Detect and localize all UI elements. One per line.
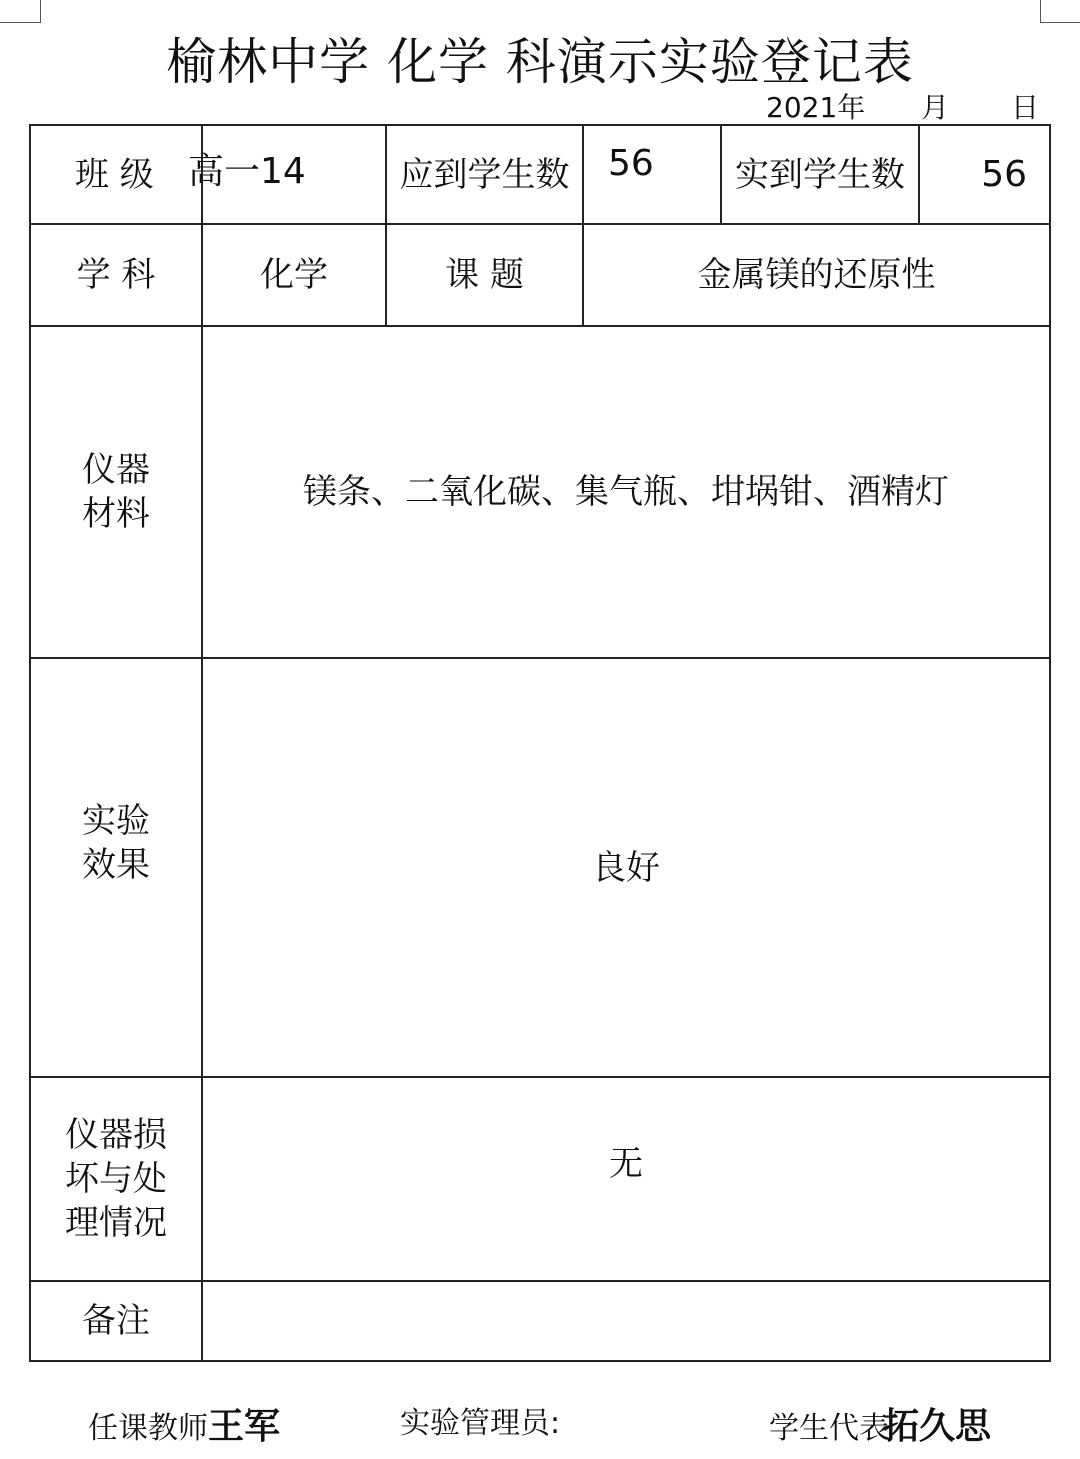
class-value: 高一14 <box>188 151 306 192</box>
actual-value-cell <box>918 124 1051 225</box>
title-subject: 化学 <box>387 33 489 91</box>
expected-value-cell <box>582 124 722 225</box>
materials-label: 仪器 材料 <box>82 450 150 534</box>
crop-corner-mark-left <box>0 0 41 23</box>
effect-label-cell <box>29 657 203 1078</box>
materials-label-cell <box>29 325 203 659</box>
damage-value: 无 <box>609 1144 643 1184</box>
actual-students-label: 实到学生数 <box>735 154 905 195</box>
student-label: 学生代表 <box>769 1411 889 1446</box>
topic-value: 金属镁的还原性 <box>697 255 936 295</box>
subject-value-cell <box>201 223 387 327</box>
materials-value-cell <box>201 325 1051 659</box>
subject-label-cell <box>29 223 203 327</box>
admin-signature-line <box>400 1398 560 1442</box>
date-year: 2021年 <box>766 91 866 124</box>
effect-label: 实验 效果 <box>82 800 150 885</box>
date-month: 月 <box>921 91 950 124</box>
student-signature-line <box>769 1398 991 1449</box>
subject-value: 化学 <box>260 255 328 295</box>
student-name: 拓久思 <box>883 1406 992 1447</box>
topic-label-cell <box>385 223 584 327</box>
damage-value-cell <box>201 1076 1051 1282</box>
title-suffix: 科演示实验登记表 <box>505 33 914 91</box>
materials-value: 镁条、二氧化碳、集气瓶、坩埚钳、酒精灯 <box>303 472 949 512</box>
effect-value: 良好 <box>592 847 660 888</box>
teacher-label: 任课教师 <box>88 1411 208 1446</box>
topic-label: 课 题 <box>445 255 524 295</box>
actual-students-value: 56 <box>981 153 1027 195</box>
remarks-label-cell <box>29 1280 203 1362</box>
remarks-value-cell <box>201 1280 1051 1362</box>
effect-value-cell <box>201 657 1051 1078</box>
class-label: 班 级 <box>75 154 154 195</box>
admin-label: 实验管理员: <box>400 1406 561 1441</box>
teacher-signature-line <box>88 1398 280 1449</box>
damage-label-cell <box>29 1076 203 1282</box>
page-title <box>0 22 1080 94</box>
class-label-cell <box>29 124 203 225</box>
crop-corner-mark-right <box>1040 0 1080 23</box>
expected-students-label: 应到学生数 <box>399 154 570 195</box>
expected-students-value: 56 <box>608 143 654 184</box>
expected-label-cell <box>385 124 584 225</box>
topic-value-cell <box>582 223 1051 327</box>
subject-label: 学 科 <box>76 255 156 295</box>
title-school: 榆林中学 <box>166 33 371 91</box>
date-day: 日 <box>1011 91 1040 124</box>
teacher-name: 王军 <box>208 1406 281 1447</box>
damage-label: 仪器损 坏与处 理情况 <box>65 1115 167 1243</box>
remarks-label: 备注 <box>82 1301 150 1341</box>
actual-label-cell <box>720 124 920 225</box>
